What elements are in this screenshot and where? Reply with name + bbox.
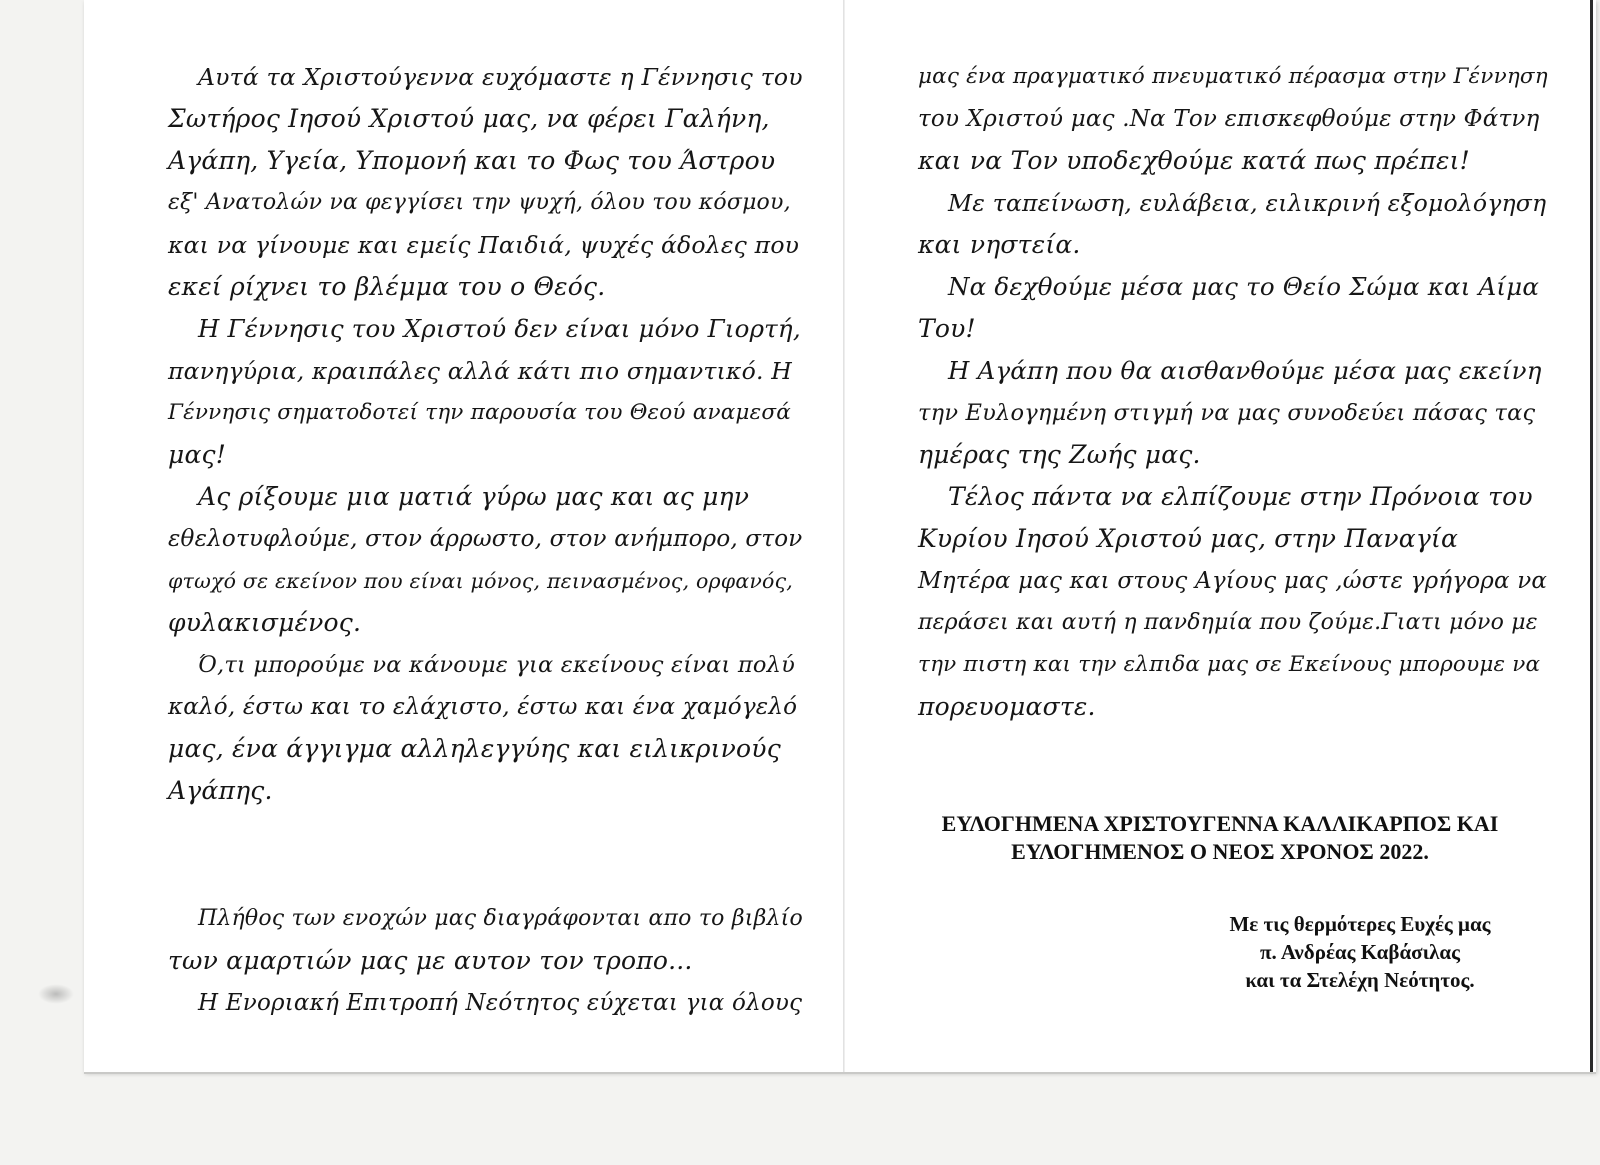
text-line: Κυρίου Ιησού Χριστού μας, στην Παναγία — [918, 524, 1459, 553]
text-line: Ό,τι μπορούμε να κάνουμε για εκείνους είναι πολύ — [198, 652, 795, 678]
text-line: των αμαρτιών μας με αυτον τον τροπο... — [168, 946, 693, 975]
scan-bottom-edge — [84, 1072, 1596, 1074]
text-line: φτωχό σε εκείνον που είναι μόνος, πεινασμένος, ορφανός, — [168, 569, 793, 593]
text-line: την Ευλογημένη στιγμή να μας συνοδεύει πάσας τας — [918, 400, 1536, 426]
text-line: περάσει και αυτή η πανδημία που ζούμε.Γιατι μόνο με — [918, 610, 1538, 635]
text-line: καλό, έστω και το ελάχιστο, έστω και ένα χαμόγελό — [168, 694, 798, 720]
text-line: μας! — [168, 440, 226, 469]
signature-line: και τα Στελέχη Νεότητος. — [1245, 968, 1475, 992]
text-line: του Χριστού μας .Να Τον επισκεφθούμε στην Φάτνη — [918, 106, 1540, 132]
text-line: Αυτά τα Χριστούγεννα ευχόμαστε η Γέννησις του — [198, 63, 803, 91]
text-line: πανηγύρια, κραιπάλες αλλά κάτι πιο σημαντικό. Η — [168, 357, 793, 385]
text-line: πορευομαστε. — [918, 692, 1096, 721]
text-line: εκεί ρίχνει το βλέμμα του ο Θεός. — [168, 272, 606, 301]
right-page-text — [918, 56, 1548, 728]
text-line: Του! — [918, 314, 976, 343]
card-fold — [843, 0, 845, 1072]
text-line: μας ένα πραγματικό πνευματικό πέρασμα στην Γέννηση — [918, 64, 1548, 89]
text-line: εξ' Ανατολών να φεγγίσει την ψυχή, όλου του κόσμου, — [168, 190, 791, 215]
scan-smudge — [38, 984, 74, 1004]
text-line: ημέρας της Ζωής μας. — [918, 440, 1201, 469]
greeting-line: ΕΥΛΟΓΗΜΕΝΟΣ Ο ΝΕΟΣ ΧΡΟΝΟΣ 2022. — [1011, 839, 1429, 864]
card-right-edge — [1590, 0, 1593, 1072]
christmas-greeting — [900, 810, 1540, 866]
text-line: Η Ενοριακή Επιτροπή Νεότητος εύχεται για όλους — [198, 990, 803, 1016]
text-line: Να δεχθούμε μέσα μας το Θείο Σώμα και Αίμα — [948, 272, 1540, 301]
text-line: Πλήθος των ενοχών μας διαγράφονται απο το βιβλίο — [198, 906, 803, 931]
paragraph-gap — [168, 812, 803, 898]
signature-line: Με τις θερμότερες Ευχές μας — [1229, 912, 1491, 936]
text-line: Ας ρίξουμε μια ματιά γύρω μας και ας μην — [198, 482, 750, 511]
text-line: και να Τον υποδεχθούμε κατά πως πρέπει! — [918, 146, 1470, 175]
text-line: Η Αγάπη που θα αισθανθούμε μέσα μας εκείνη — [948, 356, 1542, 385]
text-line: εθελοτυφλούμε, στον άρρωστο, στον ανήμπορο, στον — [168, 526, 803, 552]
left-page-text — [168, 56, 803, 1024]
text-line: Μητέρα μας και στους Αγίους μας ,ώστε γρήγορα να — [918, 568, 1548, 594]
text-line: και να γίνουμε και εμείς Παιδιά, ψυχές άδολες που — [168, 231, 800, 259]
text-line: Γέννησις σηματοδοτεί την παρουσία του Θεού αναμεσά — [168, 400, 791, 425]
text-line: φυλακισμένος. — [168, 608, 362, 637]
text-line: μας, ένα άγγιγμα αλληλεγγύης και ειλικρινούς — [168, 734, 781, 763]
text-line: Η Γέννησις του Χριστού δεν είναι μόνο Γιορτή, — [198, 314, 801, 343]
signature-block — [1160, 910, 1560, 994]
signature-line: π. Ανδρέας Καβάσιλας — [1259, 940, 1461, 964]
text-line: Σωτήρος Ιησού Χριστού μας, να φέρει Γαλήνη, — [168, 104, 770, 133]
greeting-line: ΕΥΛΟΓΗΜΕΝΑ ΧΡΙΣΤΟΥΓΕΝΝΑ ΚΑΛΛΙΚΑΡΠΟΣ ΚΑΙ — [941, 811, 1499, 836]
text-line: την πιστη και την ελπιδα μας σε Εκείνους μπορουμε να — [918, 652, 1541, 677]
text-line: Τέλος πάντα να ελπίζουμε στην Πρόνοια του — [948, 482, 1533, 511]
text-line: Αγάπης. — [168, 776, 273, 805]
text-line: Αγάπη, Υγεία, Υπομονή και το Φως του Άστρου — [168, 146, 776, 175]
text-line: και νηστεία. — [918, 230, 1081, 259]
text-line: Με ταπείνωση, ευλάβεια, ειλικρινή εξομολόγηση — [948, 189, 1547, 217]
